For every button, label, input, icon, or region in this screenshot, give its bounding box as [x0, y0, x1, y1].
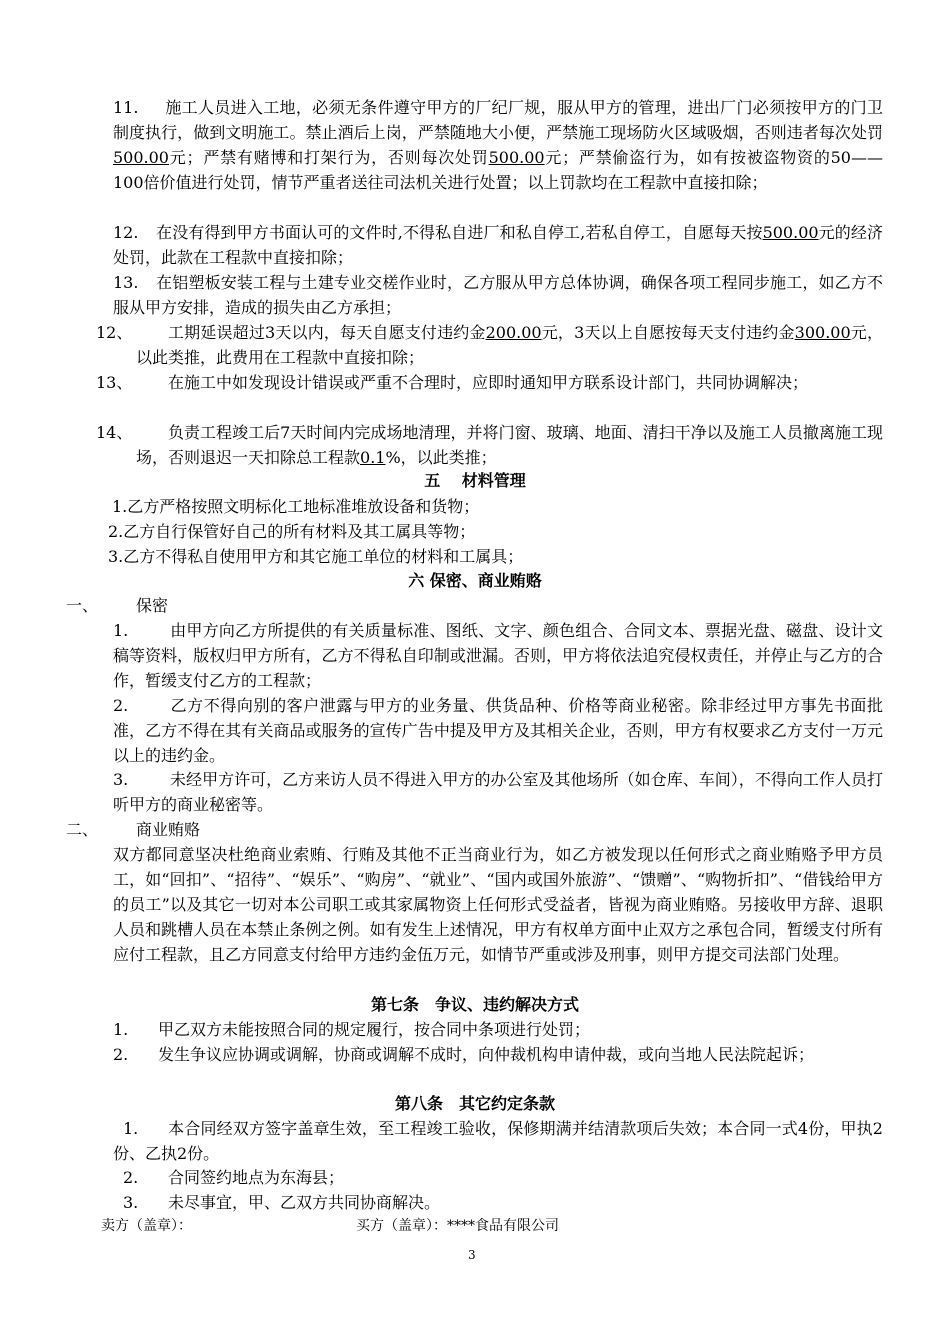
item-number: 2.: [123, 1168, 139, 1187]
section-7-title: 第七条 争议、违约解决方式: [370, 995, 579, 1014]
clause-13b: 13、 在施工中如发现设计错误或严重不合理时，应即时通知甲方联系设计部门，共同协调解决；: [96, 370, 883, 395]
clause-12b: 12、 工期延误超过3天以内，每天自愿支付违约金200.00元，3天以上自愿按每天支付违约金300.00元，以此类推，此费用在工程款中直接扣除；: [96, 320, 883, 370]
buyer-signature-label: 买方（盖章）：****食品有限公司: [356, 1218, 559, 1234]
fine-amount: 500.00: [113, 148, 169, 167]
other-terms-item: 3. 未尽事宜，甲、乙双方共同协商解决。: [113, 1190, 883, 1215]
other-terms-item: 1. 本合同经双方签字盖章生效，至工程竣工验收，保修期满并结清款项后失效；本合同一式4份，甲执2份、乙执2份。: [113, 1116, 883, 1166]
fine-amount: 500.00: [488, 148, 545, 167]
item-number: 2.: [113, 696, 129, 715]
section-5-item: 3.乙方不得私自使用甲方和其它施工单位的材料和工属具；: [108, 547, 524, 566]
penalty-amount: 300.00: [794, 323, 851, 342]
clause-11: 11. 施工人员进入工地，必须无条件遵守甲方的厂纪厂规，服从甲方的管理，进出厂门必须按甲方的门卫制度执行，做到文明施工。禁止酒后上岗，严禁随地大小便，严禁施工现场防火区域吸烟，否则违者每次处罚500.00元；严禁有赌博和打架行为，否则每次处罚500.00元；严禁偷盗行为，如有按被盗物资的50——100倍价值进行处罚，情节严重者送往司法机关进行处置；以上罚款均在工程款中直接扣除；: [113, 95, 883, 195]
clause-number: 11.: [113, 98, 139, 117]
section-8-title: 第八条 其它约定条款: [394, 1094, 555, 1113]
clause-13a: 13. 在铝塑板安装工程与土建专业交槎作业时，乙方服从甲方总体协调，确保各项工程同步施工，如乙方不服从甲方安排，造成的损失由乙方承担；: [113, 270, 883, 320]
fine-amount: 500.00: [762, 223, 819, 242]
bribery-heading: 二、 商业贿赂: [66, 817, 366, 842]
confidentiality-item: 2. 乙方不得向别的客户泄露与甲方的业务量、供货品种、价格等商业秘密。除非经过甲方事先书面批准，乙方不得在其有关商品或服务的宣传广告中提及甲方及其相关企业，否则，甲方有权要求乙方支付一万元以上的违约金。: [113, 693, 883, 768]
clause-number: 12.: [113, 223, 139, 242]
section-5-title: 五 材料管理: [424, 471, 526, 490]
deduction-percent: 0.1: [360, 448, 386, 467]
penalty-amount: 200.00: [485, 323, 542, 342]
item-number: 3.: [123, 1193, 139, 1212]
confidentiality-item: 1. 由甲方向乙方所提供的有关质量标准、图纸、文字、颜色组合、合同文本、票据光盘、磁盘、设计文稿等资料，版权归甲方所有，乙方不得私自印制或泄漏。否则，甲方将依法追究侵权责任，并停止与乙方的合作，暂缓支付乙方的工程款；: [113, 618, 883, 693]
clause-number: 12、: [96, 323, 133, 342]
bribery-text: 双方都同意坚决杜绝商业索贿、行贿及其他不正当商业行为，如乙方被发现以任何形式之商业贿赂予甲方员工，如“回扣”、“招待”、“娱乐”、“购房”、“就业”、“国内或国外旅游”、“馈赠”、“购物折扣”、“借钱给甲方的员工”以及其它一切对本公司职工或其家属物资上任何形式受益者，皆视为商业贿赂。另接收甲方辞、退职人员和跳槽人员在本禁止条例之例。如有发生上述情况，甲方有权单方面中止双方之承包合同，暂缓支付所有应付工程款，且乙方同意支付给甲方违约金伍万元，如情节严重或涉及刑事，则甲方提交司法部门处理。: [113, 845, 883, 964]
confidentiality-item: 3. 未经甲方许可，乙方来访人员不得进入甲方的办公室及其他场所（如仓库、车间），不得向工作人员打听甲方的商业秘密等。: [113, 767, 883, 817]
dispute-item: 2. 发生争议应协调或调解，协商或调解不成时，向仲裁机构申请仲裁，或向当地人民法院起诉；: [113, 1042, 883, 1067]
item-number: 1.: [123, 1119, 139, 1138]
clause-12a: 12. 在没有得到甲方书面认可的文件时,不得私自进厂和私自停工,若私自停工，自愿每天按500.00元的经济处罚，此款在工程款中直接扣除；: [113, 220, 883, 270]
clause-number: 13.: [113, 273, 139, 292]
clause-number: 14、: [96, 423, 133, 442]
page-number: 3: [468, 1248, 476, 1262]
item-number: 2.: [113, 1045, 129, 1064]
confidentiality-heading: 一、 保密: [66, 593, 366, 618]
clause-number: 13、: [96, 373, 133, 392]
section-5-item: 2.乙方自行保管好自己的所有材料及其工属具等物；: [108, 522, 476, 541]
dispute-item: 1. 甲乙双方未能按照合同的规定履行，按合同中条项进行处罚；: [113, 1017, 883, 1042]
item-number: 3.: [113, 770, 129, 789]
clause-14: 14、 负责工程竣工后7天时间内完成场地清理，并将门窗、玻璃、地面、清扫干净以及施工人员撤离施工现场，否则退迟一天扣除总工程款0.1%，以此类推；: [96, 420, 883, 470]
part-number: 一、: [66, 596, 99, 615]
item-number: 1.: [113, 621, 129, 640]
seller-signature-label: 卖方（盖章）：: [101, 1218, 192, 1234]
other-terms-item: 2. 合同签约地点为东海县；: [113, 1165, 883, 1190]
section-6-title: 六 保密、商业贿赂: [408, 571, 542, 590]
part-number: 二、: [66, 820, 99, 839]
item-number: 1.: [113, 1020, 129, 1039]
section-5-item: 1.乙方严格按照文明标化工地标准堆放设备和货物；: [112, 497, 480, 516]
